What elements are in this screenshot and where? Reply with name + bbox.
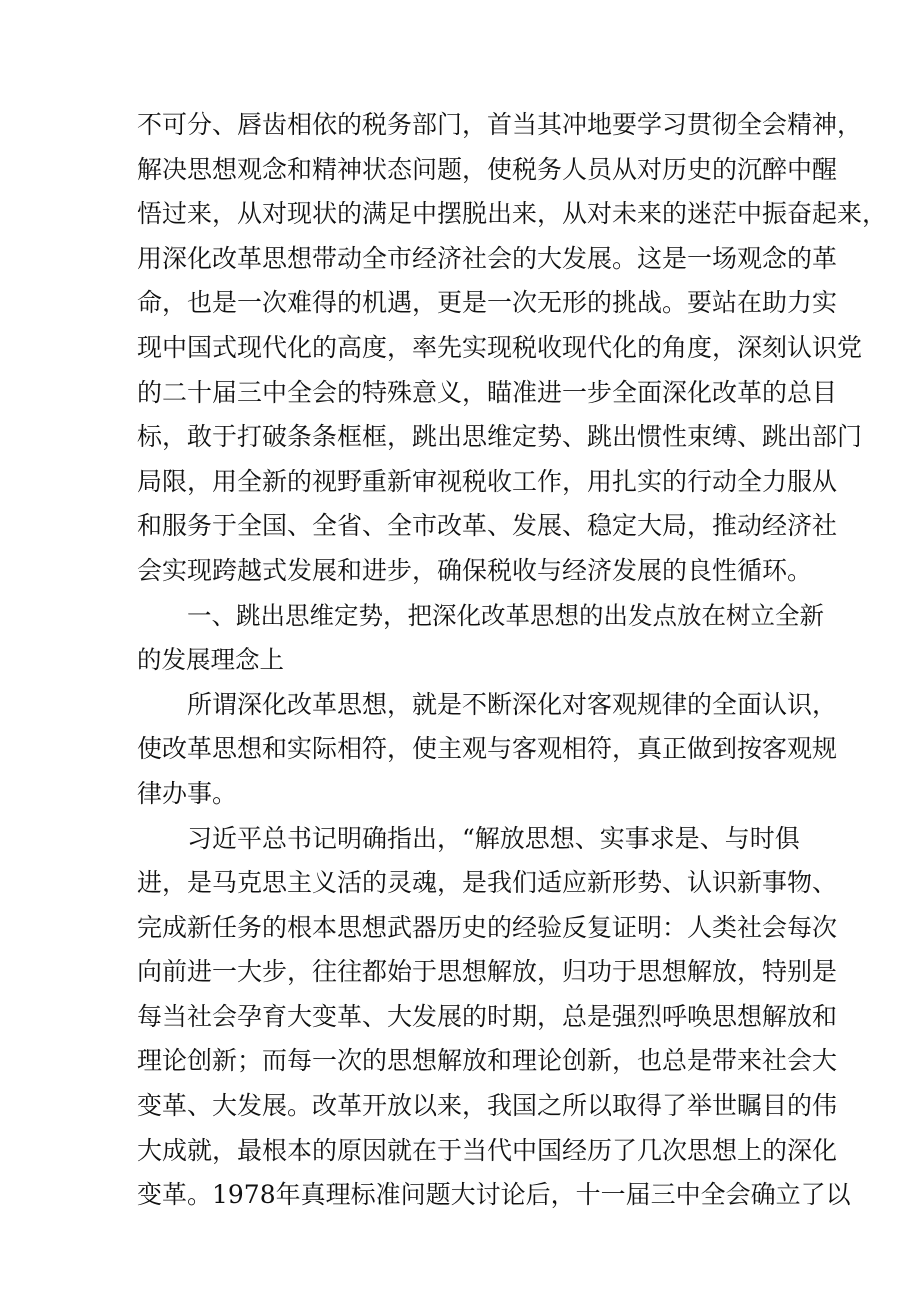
text-line: 和服务于全国、全省、全市改革、发展、稳定大局，推动经济社 xyxy=(137,511,838,541)
text-line: 现中国式现代化的高度，率先实现税收现代化的角度，深刻认识党 xyxy=(137,332,863,362)
text-line: 进，是马克思主义活的灵魂，是我们适应新形势、认识新事物、 xyxy=(137,868,838,898)
text-line: 解决思想观念和精神状态问题，使税务人员从对历史的沉醉中醒 xyxy=(137,154,838,184)
heading-line: 一、跳出思维定势，把深化改革思想的出发点放在树立全新 xyxy=(187,600,824,630)
text-line: 习近平总书记明确指出，“解放思想、实事求是、与时俱 xyxy=(187,823,800,853)
paragraph-1 xyxy=(137,103,888,594)
document-text xyxy=(137,103,888,1218)
text-line: 变革。1978年真理标准问题大讨论后，十一届三中全会确立了以 xyxy=(137,1180,851,1210)
text-line: 完成新任务的根本思想武器历史的经验反复证明：人类社会每次 xyxy=(137,912,838,942)
text-line: 会实现跨越式发展和进步，确保税收与经济发展的良性循环。 xyxy=(137,555,813,585)
text-line: 标，敢于打破条条框框，跳出思维定势、跳出惯性束缚、跳出部门 xyxy=(137,422,863,452)
heading-line: 的发展理念上 xyxy=(137,645,284,675)
text-line: 律办事。 xyxy=(137,778,238,808)
text-line: 理论创新；而每一次的思想解放和理论创新，也总是带来社会大 xyxy=(137,1046,838,1076)
text-line: 用深化改革思想带动全市经济社会的大发展。这是一场观念的革 xyxy=(137,243,838,273)
text-line: 大成就，最根本的原因就在于当代中国经历了几次思想上的深化 xyxy=(137,1135,838,1165)
section-heading xyxy=(137,594,824,683)
text-line: 不可分、唇齿相依的税务部门，首当其冲地要学习贯彻全会精神， xyxy=(137,110,863,139)
text-line: 悟过来，从对现状的满足中摆脱出来，从对未来的迷茫中振奋起来， xyxy=(137,199,888,229)
text-line: 每当社会孕育大变革、大发展的时期，总是强烈呼唤思想解放和 xyxy=(137,1001,838,1031)
text-line: 的二十届三中全会的特殊意义，瞄准进一步全面深化改革的总目 xyxy=(137,377,838,407)
paragraph-2 xyxy=(137,683,838,817)
paragraph-3 xyxy=(137,817,851,1218)
text-line: 命，也是一次难得的机遇，更是一次无形的挑战。要站在助力实 xyxy=(137,288,838,318)
text-line: 所谓深化改革思想，就是不断深化对客观规律的全面认识， xyxy=(187,689,838,719)
text-line: 使改革思想和实际相符，使主观与客观相符，真正做到按客观规 xyxy=(137,734,838,764)
text-line: 局限，用全新的视野重新审视税收工作，用扎实的行动全力服从 xyxy=(137,466,838,496)
text-line: 向前进一大步，往往都始于思想解放，归功于思想解放，特别是 xyxy=(137,957,838,987)
text-line: 变革、大发展。改革开放以来，我国之所以取得了举世瞩目的伟 xyxy=(137,1091,838,1121)
